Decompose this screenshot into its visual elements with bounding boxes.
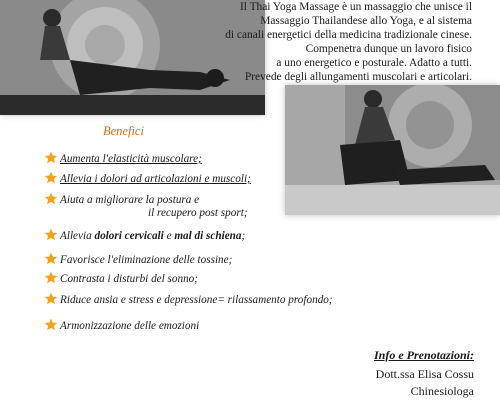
benefit-text-part: ; [241, 230, 246, 242]
star-icon [44, 151, 58, 165]
star-icon [44, 292, 58, 306]
intro-line: Il Thai Yoga Massage è un massaggio che unisce il [240, 1, 472, 13]
benefit-text: Allevia i dolori ad articolazioni e muscoli; [60, 173, 251, 185]
star-icon [44, 271, 58, 285]
benefit-item-continuation [148, 207, 248, 220]
benefit-text [60, 230, 245, 243]
benefit-text: Armonizzazione delle emozioni [60, 320, 200, 332]
intro-line: Massaggio Thailandese allo Yoga, e al sistema [260, 15, 472, 27]
massage-photo-right-illustration [285, 85, 500, 215]
star-icon [44, 192, 58, 206]
star-icon [44, 171, 58, 185]
benefit-text-bold: dolori cervicali [94, 230, 164, 242]
benefit-text: Aumenta l'elasticità muscolare; [60, 153, 202, 165]
intro-line: Prevede degli allungamenti muscolari e articolari. [244, 71, 472, 83]
benefit-text: Riduce ansia e stress e depressione= rilassamento profondo; [60, 294, 333, 306]
benefit-text-part: Allevia [60, 230, 95, 242]
info-name: Dott.ssa Elisa Cossu [375, 367, 474, 381]
star-icon [44, 228, 58, 242]
info-title: Info e Prenotazioni: [373, 348, 474, 362]
massage-photo-right [285, 85, 500, 215]
benefit-text-part: e [163, 230, 175, 242]
benefit-text: il recupero post sport; [148, 207, 248, 219]
star-icon [44, 318, 58, 332]
benefit-text: Aiuta a migliorare la postura e [60, 194, 200, 206]
info-role: Chinesiologa [410, 384, 474, 398]
benefit-text-bold: mal di schiena [174, 230, 242, 242]
benefici-title: Benefici [103, 124, 144, 138]
benefit-text: Contrasta i disturbi del sonno; [60, 273, 198, 285]
star-icon [44, 252, 58, 266]
intro-line: di canali energetici della medicina tradizionale cinese. [225, 29, 472, 41]
intro-line: Compenetra dunque un lavoro fisico [305, 43, 472, 55]
intro-line: a uno energetico e posturale. Adatto a tutti. [276, 57, 472, 69]
intro-paragraph [225, 0, 472, 84]
benefit-text: Favorisce l'eliminazione delle tossine; [60, 254, 233, 266]
